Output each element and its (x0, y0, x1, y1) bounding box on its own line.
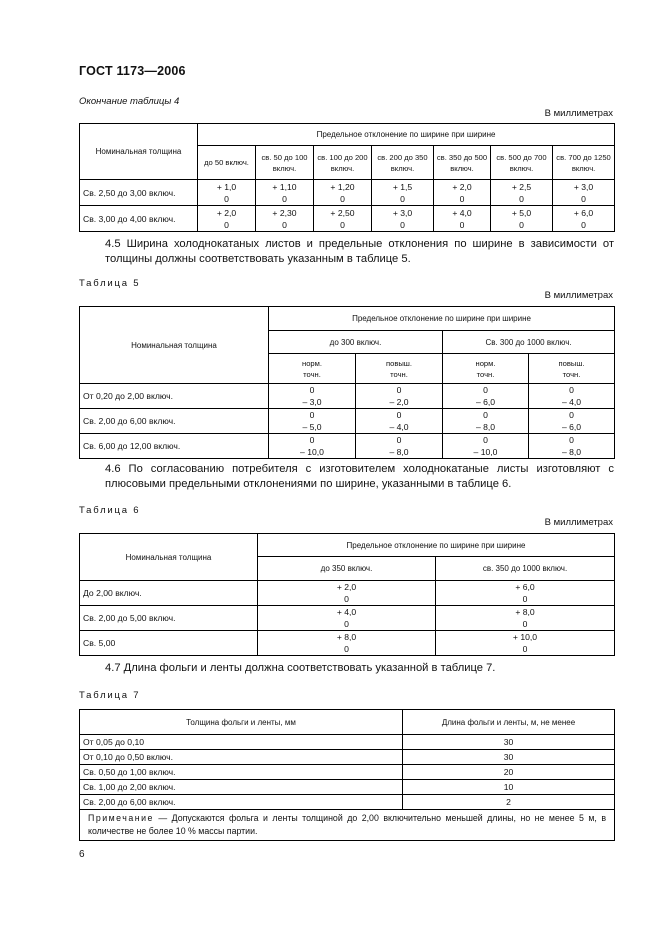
table5-povysh-head: повыш. точн. (529, 354, 615, 384)
cell-value: 0 (522, 644, 528, 654)
cell-value: 30 (403, 735, 615, 750)
table5-name: Таблица 5 (79, 278, 141, 289)
note-text: — Допускаются фольга и ленты толщиной до 2,00 включительно меньшей длины, но не менее 5 м, в количестве не более 10 % массы партии. (88, 813, 606, 836)
table4-col-head: св. 200 до 350 включ. (372, 146, 434, 180)
row-label: Св. 1,00 до 2,00 включ. (80, 780, 403, 795)
row-label: От 0,20 до 2,00 включ. (80, 384, 269, 409)
cell-value: 0 (400, 193, 405, 204)
row-label: От 0,10 до 0,50 включ. (80, 750, 403, 765)
table6-head-nominal: Номинальная толщина (80, 534, 258, 581)
table5-sub2: Св. 300 до 1000 включ. (443, 331, 615, 354)
table-row (80, 581, 615, 606)
row-label: Св. 6,00 до 12,00 включ. (80, 434, 269, 459)
cell-value: 0 (400, 219, 405, 230)
table-row (80, 795, 615, 810)
cell-value: + 3,0 (573, 181, 594, 192)
table-row (80, 606, 615, 631)
cell-value: 0 (282, 193, 287, 204)
paragraph-4-5 (79, 237, 614, 267)
table4-col-head: св. 50 до 100 включ. (256, 146, 314, 180)
paragraph-text: 4.6 По согласованию потребителя с изготовителем холоднокатаные листы изготовляют с плюсовыми предельными отклонениями по ширине, указанными в таблице 6. (105, 463, 614, 490)
table5-povysh-head: повыш. точн. (356, 354, 443, 384)
table-row (80, 631, 615, 656)
row-label: Св. 2,50 до 3,00 включ. (80, 180, 198, 206)
table-row (80, 409, 615, 434)
cell-value: 0 (483, 410, 488, 420)
page-number: 6 (79, 849, 85, 860)
cell-value: – 8,0 (475, 422, 496, 432)
table6-sub1: до 350 включ. (258, 557, 436, 581)
cell-value: 30 (403, 750, 615, 765)
table5-norm-head: норм. точн. (269, 354, 356, 384)
note-label: Примечание (88, 813, 154, 823)
table5-units: В миллиметрах (544, 290, 613, 301)
paragraph-4-6 (79, 462, 614, 492)
cell-value: 0 (309, 435, 315, 445)
cell-value: 0 (396, 410, 402, 420)
cell-value: 0 (581, 219, 586, 230)
cell-value: 0 (522, 594, 528, 604)
cell-value: + 2,0 (452, 181, 472, 192)
table-5 (79, 306, 615, 459)
table7-head-length: Длина фольги и ленты, м, не менее (403, 710, 615, 735)
table4-head-nominal: Номинальная толщина (80, 124, 198, 180)
cell-value: + 1,20 (330, 181, 355, 192)
cell-value: – 4,0 (389, 422, 409, 432)
cell-value: 0 (344, 644, 349, 654)
row-label: Св. 2,00 до 6,00 включ. (80, 409, 269, 434)
cell-value: + 8,0 (336, 632, 357, 642)
cell-value: + 2,30 (272, 207, 297, 218)
table4-units: В миллиметрах (544, 108, 613, 119)
cell-value: 0 (344, 594, 349, 604)
cell-value: + 6,0 (573, 207, 594, 218)
table7-head-thickness: Толщина фольги и ленты, мм (80, 710, 403, 735)
table-row (80, 384, 615, 409)
row-label: Св. 5,00 (80, 631, 258, 656)
table-6 (79, 533, 615, 656)
cell-value: + 3,0 (392, 207, 413, 218)
cell-value: 0 (581, 193, 586, 204)
cell-value: + 6,0 (515, 582, 535, 592)
table-row (80, 765, 615, 780)
document-title: ГОСТ 1173—2006 (79, 64, 186, 78)
cell-value: 0 (282, 219, 287, 230)
row-label: От 0,05 до 0,10 (80, 735, 403, 750)
cell-value: 0 (519, 193, 524, 204)
cell-value: + 2,0 (216, 207, 237, 218)
cell-value: 10 (403, 780, 615, 795)
cell-value: + 1,10 (272, 181, 297, 192)
row-label: Св. 3,00 до 4,00 включ. (80, 206, 198, 232)
table5-head-nominal: Номинальная толщина (80, 307, 269, 384)
cell-value: 0 (224, 219, 229, 230)
cell-value: – 10,0 (300, 447, 324, 457)
cell-value: + 1,0 (216, 181, 237, 192)
cell-value: – 8,0 (389, 447, 409, 457)
cell-value: 0 (340, 219, 345, 230)
table-row (80, 206, 615, 232)
paragraph-text: 4.5 Ширина холоднокатаных листов и предельные отклонения по ширине в зависимости от толщины должны соответствовать указанным в таблице 5. (105, 238, 614, 265)
cell-value: – 5,0 (302, 422, 322, 432)
cell-value: + 8,0 (515, 607, 535, 617)
table4-col-head: св. 700 до 1250 включ. (553, 146, 615, 180)
cell-value: 0 (459, 219, 465, 230)
table-row (80, 735, 615, 750)
table6-sub2: св. 350 до 1000 включ. (436, 557, 615, 581)
cell-value: + 2,0 (336, 582, 357, 592)
cell-value: 0 (459, 193, 465, 204)
cell-value: + 5,0 (511, 207, 532, 218)
cell-value: 0 (569, 410, 574, 420)
cell-value: 0 (483, 385, 488, 395)
cell-value: – 4,0 (561, 397, 582, 407)
table4-col-head: св. 100 до 200 включ. (314, 146, 372, 180)
cell-value: – 6,0 (561, 422, 582, 432)
row-label: Св. 2,00 до 6,00 включ. (80, 795, 403, 810)
cell-value: 0 (522, 619, 528, 629)
cell-value: 0 (309, 385, 315, 395)
table-row (80, 434, 615, 459)
table6-head-group: Предельное отклонение по ширине при ширине (258, 534, 615, 557)
table4-head-group: Предельное отклонение по ширине при ширине (198, 124, 615, 146)
cell-value: 0 (569, 435, 574, 445)
cell-value: 0 (340, 193, 345, 204)
table7-name: Таблица 7 (79, 690, 141, 701)
cell-value: 2 (403, 795, 615, 810)
table6-units: В миллиметрах (544, 517, 613, 528)
table-row (80, 780, 615, 795)
table-row (80, 180, 615, 206)
cell-value: 0 (309, 410, 315, 420)
cell-value: 0 (396, 435, 402, 445)
cell-value: 0 (224, 193, 229, 204)
cell-value: – 8,0 (561, 447, 582, 457)
cell-value: + 4,0 (336, 607, 357, 617)
cell-value: 0 (569, 385, 574, 395)
table-row (80, 750, 615, 765)
cell-value: – 3,0 (302, 397, 322, 407)
row-label: Св. 0,50 до 1,00 включ. (80, 765, 403, 780)
table7-note (80, 810, 615, 841)
table5-sub1: до 300 включ. (269, 331, 443, 354)
table4-col-head: св. 500 до 700 включ. (491, 146, 553, 180)
paragraph-text: 4.7 Длина фольги и ленты должна соответствовать указанной в таблице 7. (105, 662, 496, 674)
cell-value: – 6,0 (475, 397, 496, 407)
cell-value: 0 (483, 435, 488, 445)
cell-value: 0 (396, 385, 402, 395)
cell-value: 0 (344, 619, 349, 629)
row-label: Св. 2,00 до 5,00 включ. (80, 606, 258, 631)
table-4 (79, 123, 615, 232)
table5-head-group: Предельное отклонение по ширине при ширине (269, 307, 615, 331)
cell-value: + 2,5 (511, 181, 532, 192)
row-label: До 2,00 включ. (80, 581, 258, 606)
table6-name: Таблица 6 (79, 505, 141, 516)
paragraph-4-7 (79, 661, 614, 676)
cell-value: – 2,0 (389, 397, 409, 407)
cell-value: 20 (403, 765, 615, 780)
table4-col-head: св. 350 до 500 включ. (434, 146, 491, 180)
cell-value: 0 (519, 219, 524, 230)
table5-norm-head: норм. точн. (443, 354, 529, 384)
table4-col-head: до 50 включ. (198, 146, 256, 180)
cell-value: + 4,0 (452, 207, 472, 218)
table4-caption: Окончание таблицы 4 (79, 96, 180, 107)
table-7 (79, 709, 615, 841)
cell-value: + 1,5 (392, 181, 413, 192)
cell-value: – 10,0 (473, 447, 498, 457)
cell-value: + 2,50 (330, 207, 355, 218)
cell-value: + 10,0 (512, 632, 538, 642)
